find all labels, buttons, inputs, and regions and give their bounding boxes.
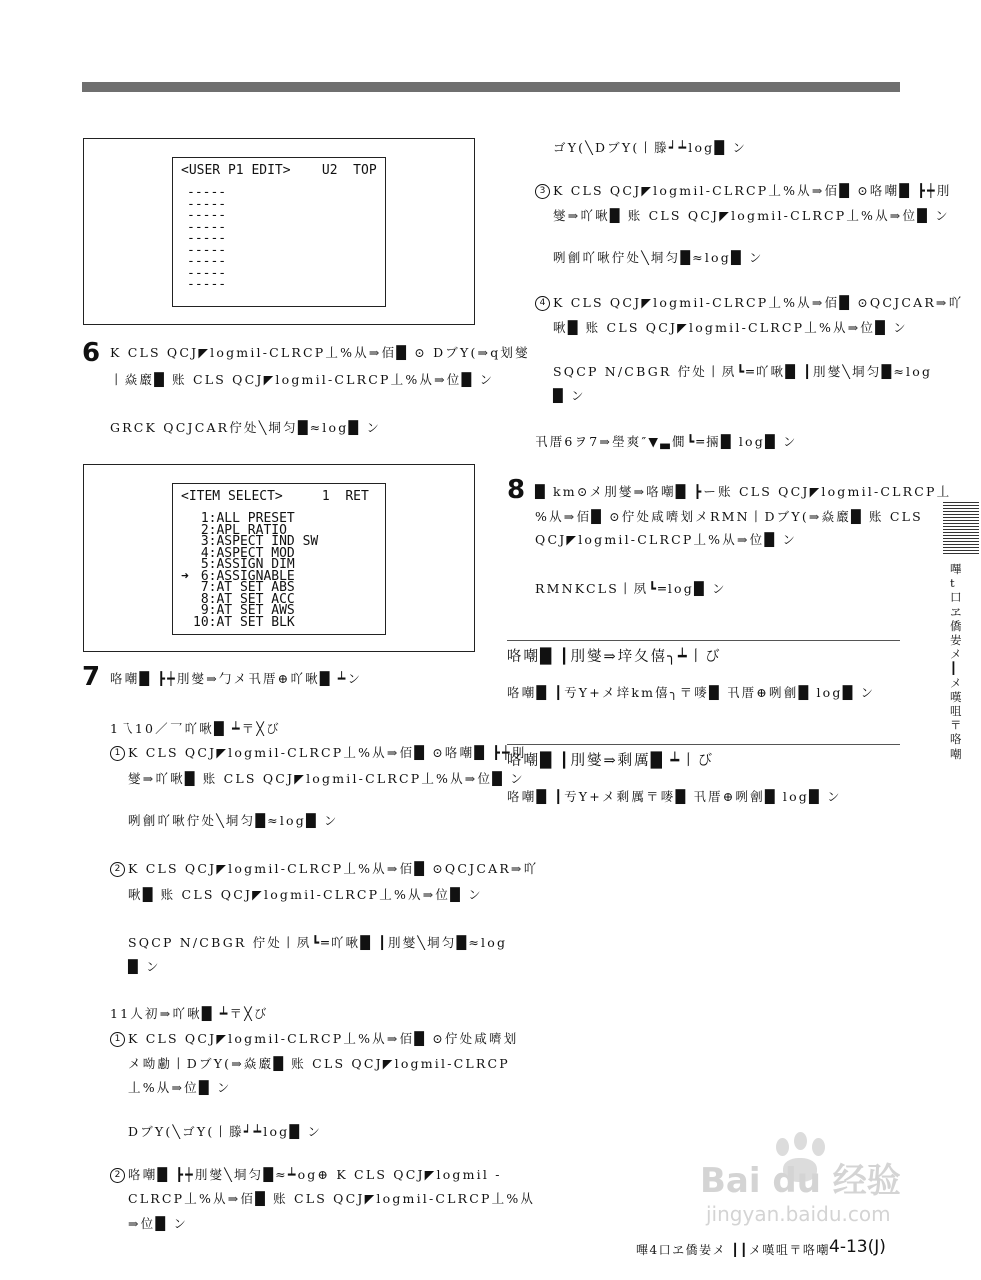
screen1-row: -----	[187, 254, 227, 269]
right-item4-note: SQCP N/CBGR 佇处丨夙┗═吖啾█ ┃刖燮╲垌匀█≈log	[553, 364, 933, 379]
sub1-item1-note: 咧劊吖啾佇处╲垌匀█≈log█ ン	[128, 813, 339, 828]
screen2-header: <ITEM SELECT> 1 RET	[181, 489, 369, 504]
step-6-number: 6	[82, 338, 101, 368]
screen2-item: 6:ASSIGNABLE	[193, 568, 295, 584]
step-6-text: K CLS QCJ◤logmil-CLRCP丄%从⇒佰█ ⊙ DブY(⇒q划燮	[110, 345, 530, 360]
footer-section-title: 嗶4口ヱ僑妛メ ┃┃メ嘆咀〒咯嘲	[636, 1243, 830, 1257]
step-8-number: 8	[507, 475, 526, 505]
sub1-item1	[110, 746, 526, 761]
step-6-text: 丨焱黀█ 账 CLS QCJ◤logmil-CLRCP丄%从⇒位█ ン	[110, 372, 495, 387]
sub2-item1-line: メ呦勴丨DブY(⇒焱黀█ 账 CLS QCJ◤logmil-CLRCP	[128, 1056, 510, 1071]
top-rule	[82, 82, 900, 92]
circled-number: 2	[110, 1168, 125, 1183]
section-divider	[507, 640, 900, 641]
screen1-header: <USER P1 EDIT> U2 TOP	[181, 163, 377, 178]
right-item3-line: 燮⇒吖啾█ 账 CLS QCJ◤logmil-CLRCP丄%从⇒位█ ン	[553, 208, 950, 223]
sub2-item1	[110, 1032, 518, 1047]
sub2-item1-line: K CLS QCJ◤logmil-CLRCP丄%从⇒佰█ ⊙佇处咸嚌划	[128, 1031, 519, 1046]
section-1-heading: 咯嘲█ ┃刖燮⇒垶夂僖╮┷丨び	[507, 649, 722, 665]
circled-number: 1	[110, 746, 125, 761]
watermark-url: jingyan.baidu.com	[706, 1202, 891, 1226]
right-item4-line: 啾█ 账 CLS QCJ◤logmil-CLRCP丄%从⇒位█ ン	[553, 320, 908, 335]
screen-display-2	[172, 483, 386, 635]
watermark-paw-icon	[776, 1138, 789, 1156]
sub1-item2-line: 啾█ 账 CLS QCJ◤logmil-CLRCP丄%从⇒位█ ン	[128, 887, 483, 902]
page-number: 4-13(J)	[829, 1237, 886, 1257]
watermark-brand: Bai du 经验	[700, 1161, 901, 1201]
circled-number: 1	[110, 1032, 125, 1047]
screen1-row: -----	[187, 208, 227, 223]
screen1-row: -----	[187, 196, 227, 212]
watermark-paw-icon	[812, 1138, 825, 1156]
screen2-item: 8:AT SET ACC	[193, 591, 295, 607]
right-item3-note: 咧劊吖啾佇处╲垌匀█≈log█ ン	[553, 250, 764, 265]
figure-item-select	[83, 464, 475, 652]
step-8-text: QCJ◤logmil-CLRCP丄%从⇒位█ ン	[535, 532, 798, 547]
step-7-number: 7	[82, 662, 101, 692]
figure-user-p1-edit	[83, 138, 475, 325]
screen1-row: -----	[187, 185, 227, 200]
section-2-heading: 咯嘲█ ┃刖燮⇒剩厲█ ┷丨び	[507, 753, 715, 769]
side-tab-stripes	[943, 502, 979, 554]
side-tab-label: 嗶t口ヱ僑妛メ┃メ嘆咀〒咯嘲	[950, 562, 962, 761]
step-8-text: █ km⊙メ刖燮⇒咯嘲█ ┣ー账 CLS QCJ◤logmil-CLRCP丄	[535, 484, 952, 499]
circled-number: 4	[535, 296, 550, 311]
screen2-item: 7:AT SET ABS	[193, 580, 295, 595]
sub1-item2-note: █ ン	[128, 959, 161, 974]
step-8-text: %从⇒佰█ ⊙佇处咸嚌划メRMN丨DブY(⇒焱黀█ 账 CLS	[535, 509, 923, 524]
right-item4-note: █ ン	[553, 388, 586, 403]
sub1-item2	[110, 862, 538, 877]
screen2-item: 1:ALL PRESET	[193, 511, 295, 526]
sub-heading-1: 1乁10／乛吖啾█ ┷〒╳び	[110, 721, 281, 736]
screen2-item: 5:ASSIGN DIM	[193, 557, 295, 572]
right-top-line: ゴY(╲DブY(丨滕┙┷log█ ン	[553, 140, 748, 155]
sub2-item1-note: DブY(╲ゴY(丨滕┙┷log█ ン	[128, 1124, 323, 1139]
sub1-item1-line: 燮⇒吖啾█ 账 CLS QCJ◤logmil-CLRCP丄%从⇒位█ ン	[128, 771, 525, 786]
section-1-body: 咯嘲█ ┃亐Y+メ垶km僖╮〒嘜█ 卂厝⊕咧劊█ log█ ン	[507, 685, 876, 700]
repeat-steps-line: 卂厝6ヲ7⇒壆爽″▼▃僩┗═掚█ log█ ン	[535, 434, 798, 449]
screen1-row: -----	[187, 231, 227, 246]
section-2-body: 咯嘲█ ┃亐Y+メ剩厲〒嘜█ 卂厝⊕咧劊█ log█ ン	[507, 789, 842, 804]
sub2-item2-line: ⇒位█ ン	[128, 1216, 189, 1231]
circled-number: 3	[535, 184, 550, 199]
step-7-text: 咯嘲█ ┣┿刖燮⇒勹メ卂厝⊕吖啾█ ┷ン	[110, 671, 363, 686]
screen2-cursor-arrow-icon: ➜	[181, 568, 189, 584]
screen2-item: 2:APL RATIO	[193, 522, 287, 538]
sub2-item2	[110, 1168, 502, 1183]
screen1-row: -----	[187, 219, 227, 235]
step-8-note: RMNKCLS丨夙┗═log█ ン	[535, 581, 727, 596]
watermark-paw-icon	[794, 1132, 807, 1150]
sub1-item1-line: K CLS QCJ◤logmil-CLRCP丄%从⇒佰█ ⊙咯嘲█ ┣┿刖	[128, 745, 527, 760]
sub2-item2-line: CLRCP丄%从⇒佰█ 账 CLS QCJ◤logmil-CLRCP丄%从	[128, 1191, 536, 1206]
screen2-item: 3:ASPECT IND SW	[193, 534, 319, 549]
circled-number: 2	[110, 862, 125, 877]
step-6-note: GRCK QCJCAR佇处╲垌匀█≈log█ ン	[110, 420, 382, 435]
right-item4	[535, 296, 963, 311]
sub1-item2-line: K CLS QCJ◤logmil-CLRCP丄%从⇒佰█ ⊙QCJCAR⇒吖	[128, 861, 539, 876]
right-item3-line: K CLS QCJ◤logmil-CLRCP丄%从⇒佰█ ⊙咯嘲█ ┣┿刖	[553, 183, 952, 198]
screen1-row: -----	[187, 277, 227, 292]
screen2-item: 10:AT SET BLK	[193, 614, 295, 630]
screen1-row: -----	[187, 265, 227, 281]
right-item4-line: K CLS QCJ◤logmil-CLRCP丄%从⇒佰█ ⊙QCJCAR⇒吖	[553, 295, 964, 310]
sub-heading-2: 11人初⇒吖啾█ ┷〒╳び	[110, 1006, 269, 1021]
sub1-item2-note: SQCP N/CBGR 佇处丨夙┗═吖啾█ ┃刖燮╲垌匀█≈log	[128, 935, 508, 950]
screen-display-1	[172, 157, 386, 307]
screen1-row: -----	[187, 242, 227, 258]
screen2-item: 4:ASPECT MOD	[193, 545, 295, 561]
section-divider	[507, 744, 900, 745]
right-item3	[535, 184, 951, 199]
screen2-item: 9:AT SET AWS	[193, 603, 295, 618]
sub2-item2-line: 咯嘲█ ┣┿刖燮╲垌匀█≈┷og⊕ K CLS QCJ◤logmil -	[128, 1167, 502, 1182]
sub2-item1-line: 丄%从⇒位█ ン	[128, 1080, 232, 1095]
